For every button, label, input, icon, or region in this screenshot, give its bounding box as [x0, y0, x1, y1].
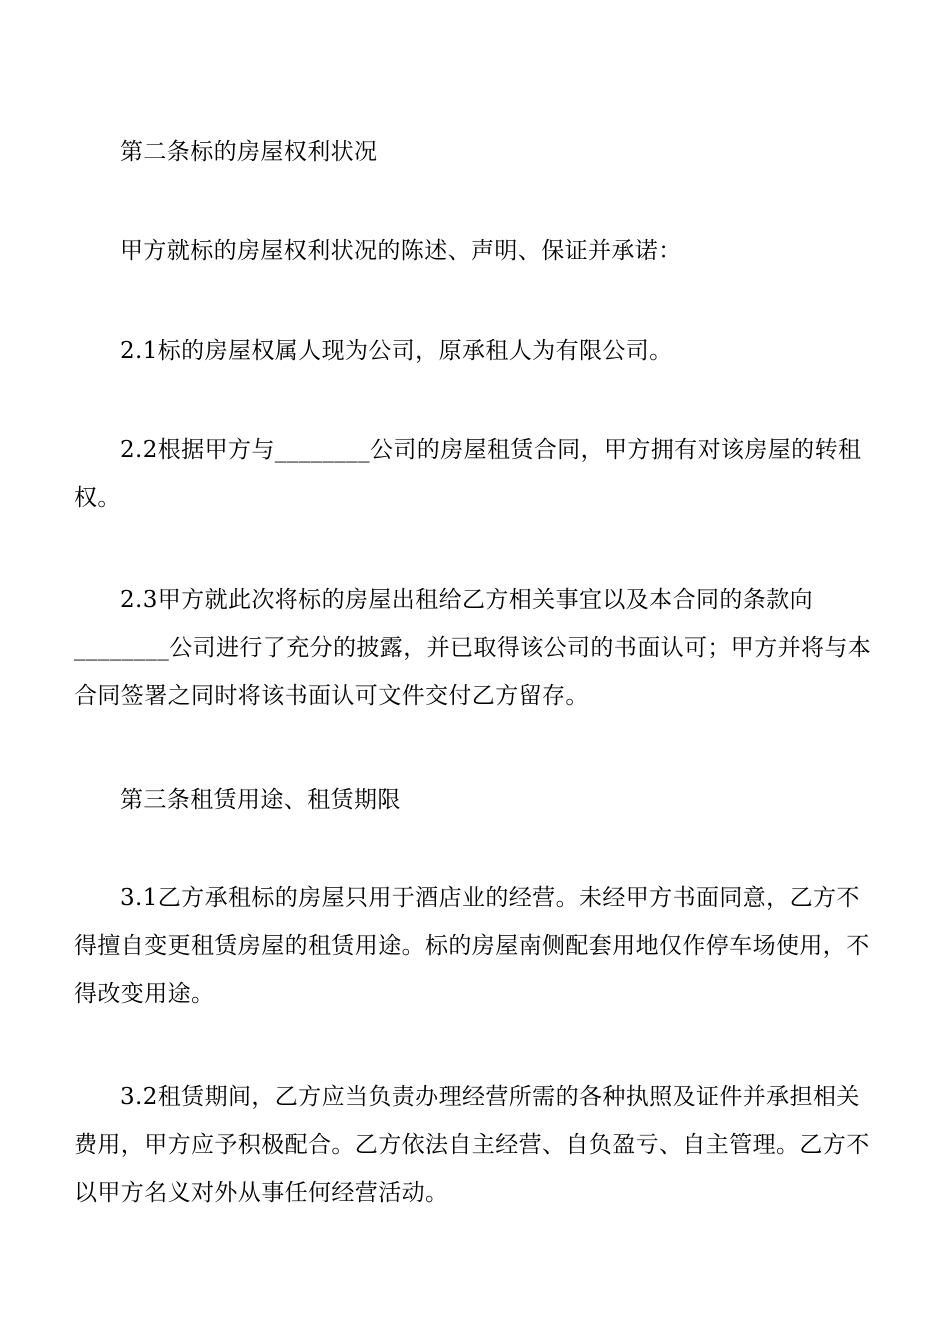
clause-2-3: 2.3甲方就此次将标的房屋出租给乙方相关事宜以及本合同的条款向________公司进行了充分的披露，并已取得该公司的书面认可；甲方并将与本合同签署之同时将该书面认可文件交付乙方留存。 — [74, 587, 872, 709]
clause-2-2: 2.2根据甲方与________公司的房屋租赁合同，甲方拥有对该房屋的转租权。 — [74, 437, 862, 511]
article-2-heading: 第二条标的房屋权利状况 — [120, 139, 378, 165]
clause-3-2: 3.2租赁期间，乙方应当负责办理经营所需的各种执照及证件并承担相关费用，甲方应予积极配合。乙方依法自主经营、自负盈亏、自主管理。乙方不以甲方名义对外从事任何经营活动。 — [74, 1084, 870, 1206]
article-3-heading: 第三条租赁用途、租赁期限 — [120, 787, 401, 813]
clause-3-1: 3.1乙方承租标的房屋只用于酒店业的经营。未经甲方书面同意，乙方不得擅自变更租赁房屋的租赁用途。标的房屋南侧配套用地仅作停车场使用，不得改变用途。 — [74, 885, 870, 1007]
article-2-intro: 甲方就标的房屋权利状况的陈述、声明、保证并承诺： — [120, 238, 682, 264]
clause-2-1: 2.1标的房屋权属人现为公司，原承租人为有限公司。 — [120, 338, 673, 364]
